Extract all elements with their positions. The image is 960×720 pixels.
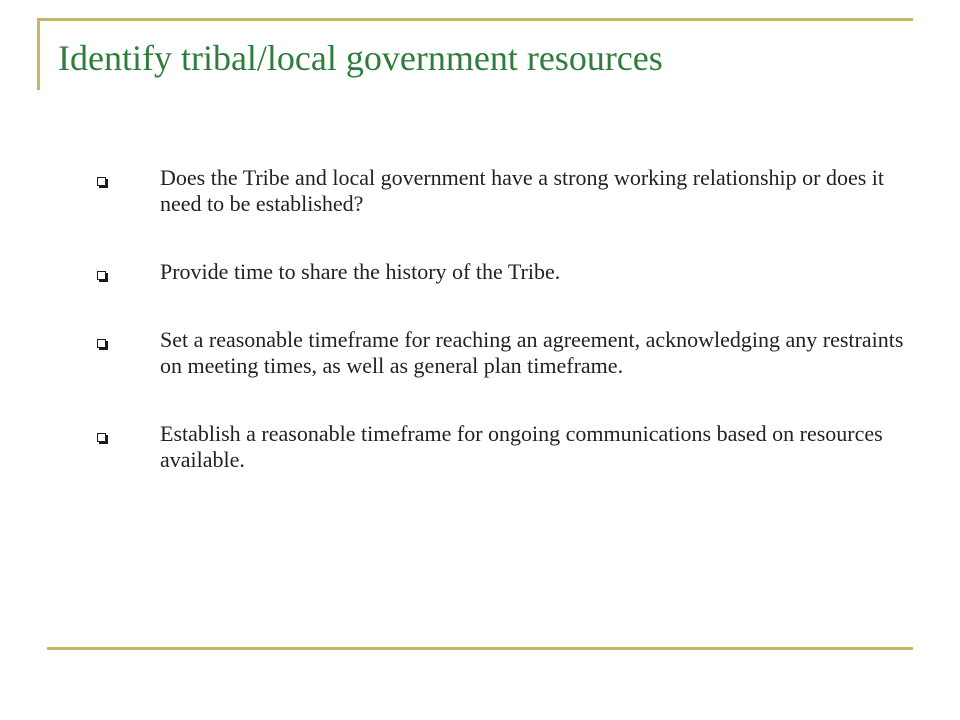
top-divider-line [40, 18, 913, 21]
slide-title: Identify tribal/local government resources [58, 38, 663, 78]
square-bullet-icon [97, 339, 106, 348]
bottom-divider-line [47, 647, 913, 650]
bullet-item [94, 327, 914, 379]
square-bullet-icon [97, 177, 106, 186]
bullet-list [94, 165, 914, 473]
bullet-text: Does the Tribe and local government have a strong working relationship or does it need to be established? [160, 165, 885, 216]
bullet-text: Set a reasonable timeframe for reaching an agreement, acknowledging any restraints on meeting times, as well as general plan timeframe. [160, 327, 904, 378]
bullet-item [94, 421, 914, 473]
bullet-text: Establish a reasonable timeframe for ongoing communications based on resources available. [160, 421, 883, 472]
bullet-item [94, 259, 914, 285]
bullet-text: Provide time to share the history of the Tribe. [160, 259, 561, 284]
left-divider-line [37, 18, 40, 90]
square-bullet-icon [97, 271, 106, 280]
square-bullet-icon [97, 433, 106, 442]
bullet-item [94, 165, 914, 217]
